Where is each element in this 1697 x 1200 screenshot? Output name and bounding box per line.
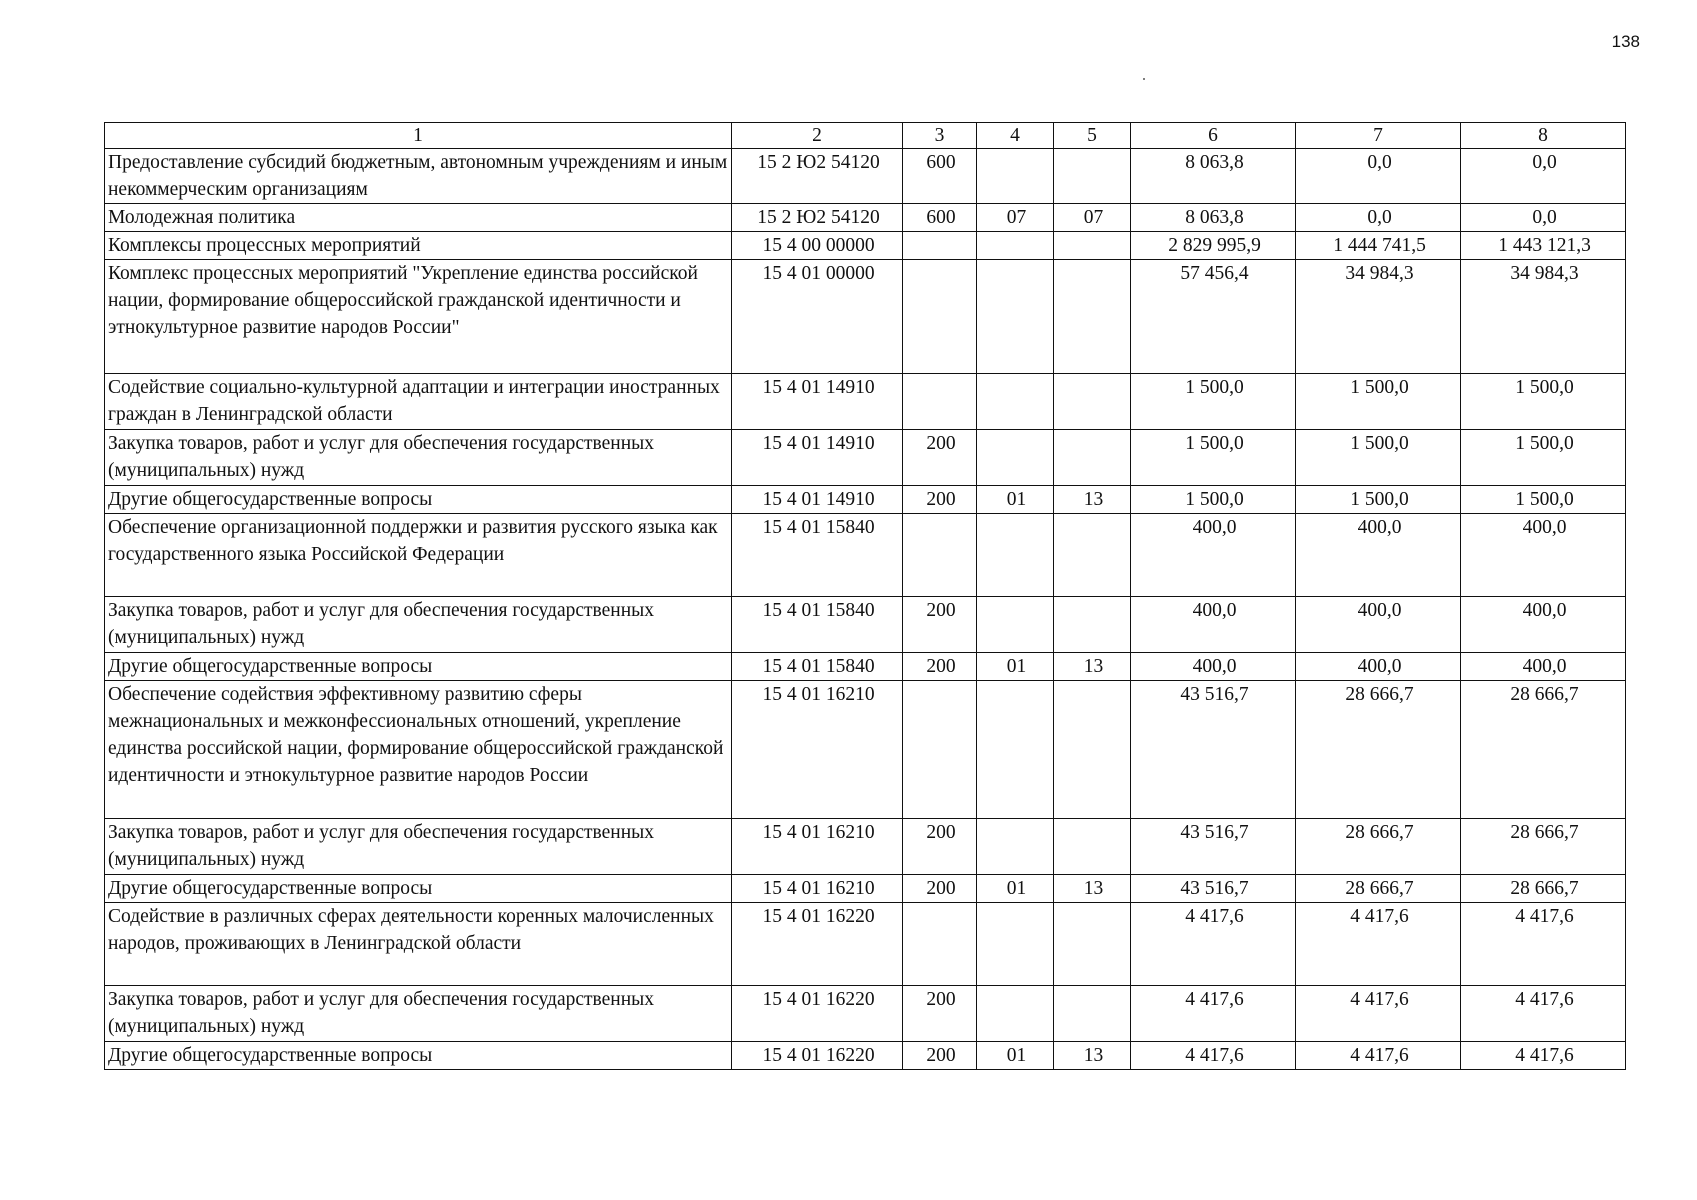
row-amount-2025: 400,0: [1461, 597, 1626, 653]
row-amount-2024: 4 417,6: [1296, 903, 1461, 986]
row-amount-2025: 400,0: [1461, 653, 1626, 681]
row-label: Закупка товаров, работ и услуг для обеспечения государственных (муниципальных) нужд: [105, 986, 732, 1042]
row-col4: [977, 374, 1054, 430]
row-label: Комплексы процессных мероприятий: [105, 232, 732, 260]
row-amount-2025: 0,0: [1461, 149, 1626, 204]
column-header: 7: [1296, 123, 1461, 149]
row-amount-2023: 43 516,7: [1131, 681, 1296, 819]
row-amount-2025: 28 666,7: [1461, 819, 1626, 875]
row-code: 15 4 01 16220: [732, 903, 903, 986]
row-amount-2024: 0,0: [1296, 149, 1461, 204]
row-code: 15 4 01 15840: [732, 514, 903, 597]
row-amount-2024: 1 500,0: [1296, 374, 1461, 430]
row-label: Закупка товаров, работ и услуг для обеспечения государственных (муниципальных) нужд: [105, 597, 732, 653]
row-amount-2024: 400,0: [1296, 514, 1461, 597]
row-col5: [1054, 514, 1131, 597]
table-row: [105, 597, 1626, 653]
row-col3: 200: [903, 653, 977, 681]
row-col3: 200: [903, 430, 977, 486]
column-header: 3: [903, 123, 977, 149]
header-row: [105, 123, 1626, 149]
row-code: 15 4 00 00000: [732, 232, 903, 260]
row-col4: 01: [977, 486, 1054, 514]
row-amount-2023: 1 500,0: [1131, 374, 1296, 430]
row-amount-2024: 0,0: [1296, 204, 1461, 232]
row-code: 15 2 Ю2 54120: [732, 149, 903, 204]
row-code: 15 4 01 14910: [732, 486, 903, 514]
table-row: [105, 204, 1626, 232]
row-code: 15 4 01 15840: [732, 653, 903, 681]
row-col5: 13: [1054, 1042, 1131, 1070]
row-label: Другие общегосударственные вопросы: [105, 486, 732, 514]
column-header: 1: [105, 123, 732, 149]
column-header: 6: [1131, 123, 1296, 149]
row-amount-2023: 57 456,4: [1131, 260, 1296, 374]
row-amount-2024: 34 984,3: [1296, 260, 1461, 374]
row-code: 15 4 01 00000: [732, 260, 903, 374]
budget-table: [104, 122, 1626, 1070]
row-col4: [977, 430, 1054, 486]
row-col3: 600: [903, 149, 977, 204]
row-label: Другие общегосударственные вопросы: [105, 875, 732, 903]
row-col4: [977, 819, 1054, 875]
row-col5: [1054, 681, 1131, 819]
row-amount-2025: 34 984,3: [1461, 260, 1626, 374]
row-label: Другие общегосударственные вопросы: [105, 653, 732, 681]
row-col5: [1054, 986, 1131, 1042]
row-col4: [977, 681, 1054, 819]
row-col3: [903, 232, 977, 260]
row-amount-2023: 400,0: [1131, 514, 1296, 597]
row-code: 15 4 01 16220: [732, 1042, 903, 1070]
row-amount-2024: 400,0: [1296, 653, 1461, 681]
row-amount-2024: 4 417,6: [1296, 986, 1461, 1042]
row-col3: 200: [903, 486, 977, 514]
column-header: 2: [732, 123, 903, 149]
row-col4: [977, 260, 1054, 374]
table-row: [105, 903, 1626, 986]
row-code: 15 4 01 14910: [732, 430, 903, 486]
row-amount-2023: 8 063,8: [1131, 149, 1296, 204]
row-amount-2025: 1 443 121,3: [1461, 232, 1626, 260]
row-amount-2023: 400,0: [1131, 653, 1296, 681]
row-col5: 13: [1054, 875, 1131, 903]
row-label: Другие общегосударственные вопросы: [105, 1042, 732, 1070]
column-header: 5: [1054, 123, 1131, 149]
row-amount-2023: 43 516,7: [1131, 819, 1296, 875]
row-code: 15 4 01 16210: [732, 681, 903, 819]
row-col3: 200: [903, 819, 977, 875]
row-amount-2024: 1 500,0: [1296, 486, 1461, 514]
row-code: 15 4 01 15840: [732, 597, 903, 653]
row-amount-2025: 4 417,6: [1461, 1042, 1626, 1070]
row-col4: [977, 232, 1054, 260]
row-amount-2023: 400,0: [1131, 597, 1296, 653]
table-row: [105, 986, 1626, 1042]
row-amount-2024: 4 417,6: [1296, 1042, 1461, 1070]
row-amount-2023: 43 516,7: [1131, 875, 1296, 903]
row-col4: 07: [977, 204, 1054, 232]
row-col5: [1054, 430, 1131, 486]
table-row: [105, 681, 1626, 819]
row-amount-2025: 0,0: [1461, 204, 1626, 232]
table-row: [105, 514, 1626, 597]
scan-speck: [1143, 78, 1145, 80]
row-col4: [977, 149, 1054, 204]
row-col3: 200: [903, 986, 977, 1042]
row-code: 15 2 Ю2 54120: [732, 204, 903, 232]
row-col4: [977, 903, 1054, 986]
row-col3: [903, 514, 977, 597]
row-col5: 13: [1054, 486, 1131, 514]
row-label: Закупка товаров, работ и услуг для обеспечения государственных (муниципальных) нужд: [105, 819, 732, 875]
row-code: 15 4 01 16210: [732, 819, 903, 875]
row-col4: 01: [977, 653, 1054, 681]
row-col3: [903, 260, 977, 374]
row-amount-2025: 1 500,0: [1461, 430, 1626, 486]
table-row: [105, 430, 1626, 486]
row-amount-2025: 1 500,0: [1461, 374, 1626, 430]
row-amount-2023: 4 417,6: [1131, 1042, 1296, 1070]
row-amount-2023: 1 500,0: [1131, 430, 1296, 486]
row-amount-2025: 4 417,6: [1461, 986, 1626, 1042]
row-amount-2023: 8 063,8: [1131, 204, 1296, 232]
table-row: [105, 653, 1626, 681]
row-label: Предоставление субсидий бюджетным, автономным учреждениям и иным некоммерческим организациям: [105, 149, 732, 204]
row-col3: 600: [903, 204, 977, 232]
row-amount-2023: 2 829 995,9: [1131, 232, 1296, 260]
row-amount-2024: 1 444 741,5: [1296, 232, 1461, 260]
row-label: Обеспечение организационной поддержки и развития русского языка как государственного языка Российской Федерации: [105, 514, 732, 597]
row-amount-2024: 28 666,7: [1296, 819, 1461, 875]
row-label: Содействие социально-культурной адаптации и интеграции иностранных граждан в Ленинградской области: [105, 374, 732, 430]
column-header: 8: [1461, 123, 1626, 149]
row-amount-2024: 28 666,7: [1296, 875, 1461, 903]
row-col5: [1054, 903, 1131, 986]
row-col5: [1054, 374, 1131, 430]
row-code: 15 4 01 16210: [732, 875, 903, 903]
row-amount-2023: 4 417,6: [1131, 986, 1296, 1042]
row-col5: 13: [1054, 653, 1131, 681]
row-amount-2025: 28 666,7: [1461, 681, 1626, 819]
row-amount-2024: 1 500,0: [1296, 430, 1461, 486]
row-label: Комплекс процессных мероприятий "Укрепление единства российской нации, формирование общероссийской гражданской идентичности и этнокультурное развитие народов России": [105, 260, 732, 374]
row-code: 15 4 01 14910: [732, 374, 903, 430]
row-col3: 200: [903, 1042, 977, 1070]
table-row: [105, 486, 1626, 514]
row-col4: [977, 597, 1054, 653]
row-col3: [903, 374, 977, 430]
row-code: 15 4 01 16220: [732, 986, 903, 1042]
row-amount-2025: 28 666,7: [1461, 875, 1626, 903]
row-label: Содействие в различных сферах деятельности коренных малочисленных народов, проживающих в Ленинградской области: [105, 903, 732, 986]
row-label: Молодежная политика: [105, 204, 732, 232]
row-amount-2024: 400,0: [1296, 597, 1461, 653]
row-col3: 200: [903, 875, 977, 903]
table-row: [105, 875, 1626, 903]
table-row: [105, 374, 1626, 430]
row-amount-2023: 1 500,0: [1131, 486, 1296, 514]
row-amount-2025: 1 500,0: [1461, 486, 1626, 514]
page-number: 138: [1611, 32, 1640, 51]
row-amount-2023: 4 417,6: [1131, 903, 1296, 986]
row-amount-2024: 28 666,7: [1296, 681, 1461, 819]
table-row: [105, 149, 1626, 204]
table-row: [105, 1042, 1626, 1070]
column-header: 4: [977, 123, 1054, 149]
row-col4: 01: [977, 1042, 1054, 1070]
row-col3: 200: [903, 597, 977, 653]
row-col5: [1054, 597, 1131, 653]
row-amount-2025: 4 417,6: [1461, 903, 1626, 986]
table-row: [105, 260, 1626, 374]
row-col4: 01: [977, 875, 1054, 903]
row-col5: [1054, 260, 1131, 374]
row-col5: 07: [1054, 204, 1131, 232]
row-col5: [1054, 819, 1131, 875]
row-col4: [977, 514, 1054, 597]
row-amount-2025: 400,0: [1461, 514, 1626, 597]
table-row: [105, 819, 1626, 875]
row-col5: [1054, 149, 1131, 204]
row-col4: [977, 986, 1054, 1042]
row-col3: [903, 903, 977, 986]
row-label: Обеспечение содействия эффективному развитию сферы межнациональных и межконфессиональных отношений, укрепление единства российской нации, формирование общероссийской гражданской идентичности и этнокультурное развитие народов России: [105, 681, 732, 819]
table-row: [105, 232, 1626, 260]
row-label: Закупка товаров, работ и услуг для обеспечения государственных (муниципальных) нужд: [105, 430, 732, 486]
row-col3: [903, 681, 977, 819]
row-col5: [1054, 232, 1131, 260]
